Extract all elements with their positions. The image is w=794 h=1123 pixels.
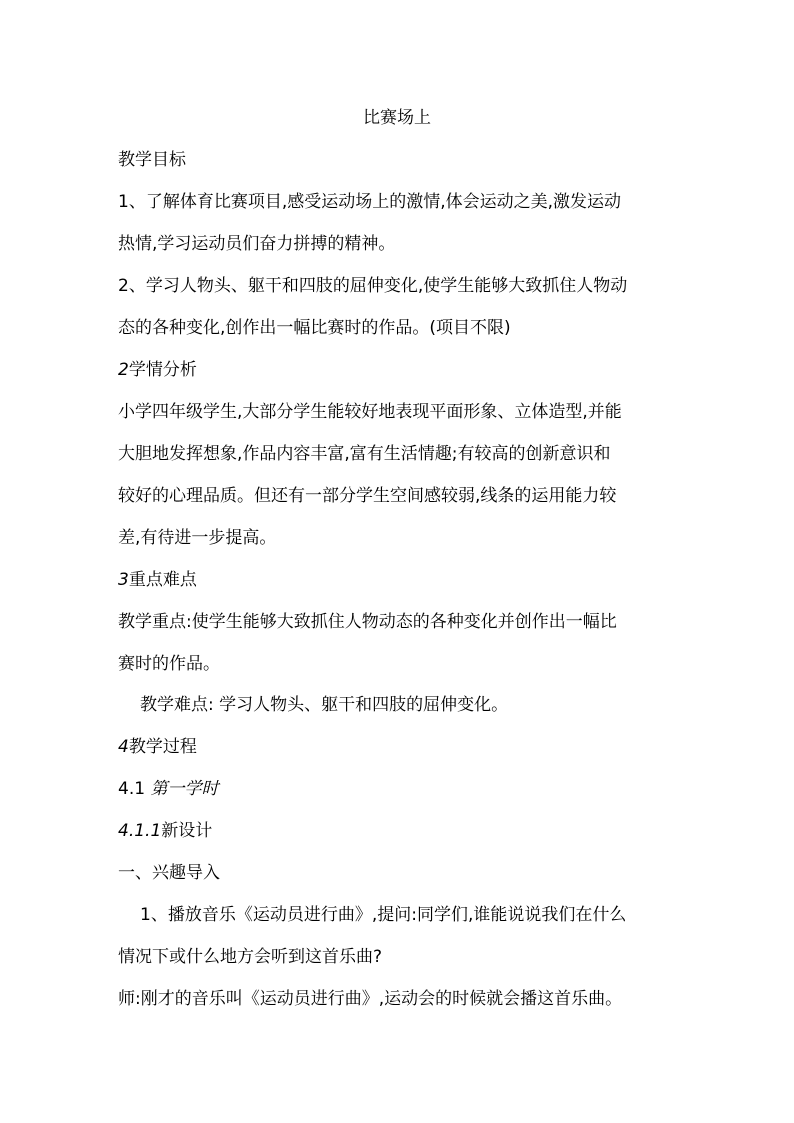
heading-first-lesson-number: 4.1 [118, 779, 151, 799]
analysis-line-4: 差,有待进一步提高。 [118, 528, 277, 548]
analysis-line-3: 较好的心理品质。但还有一部分学生空间感较弱,线条的运用能力较 [118, 486, 617, 506]
objective-1-line-1: 1、了解体育比赛项目,感受运动场上的激情,体会运动之美,激发运动 [118, 192, 622, 212]
objective-2-line-2: 态的各种变化,创作出一幅比赛时的作品。(项目不限) [118, 318, 511, 338]
heading-key-points-label: 重点难点 [128, 570, 197, 590]
teacher-remark: 师:刚才的音乐叫《运动员进行曲》,运动会的时候就会播这首乐曲。 [118, 989, 623, 1009]
document-title: 比赛场上 [363, 108, 431, 128]
analysis-line-2: 大胆地发挥想象,作品内容丰富,富有生活情趣;有较高的创新意识和 [118, 444, 611, 464]
heading-process-number: 4 [118, 737, 129, 757]
objective-2-line-1: 2、学习人物头、躯干和四肢的屈伸变化,使学生能够大致抓住人物动 [118, 276, 628, 296]
step-interest-intro: 一、兴趣导入 [118, 863, 220, 883]
analysis-line-1: 小学四年级学生,大部分学生能较好地表现平面形象、立体造型,并能 [118, 402, 622, 422]
heading-new-design-label: 新设计 [161, 821, 213, 841]
heading-key-points [118, 569, 197, 591]
step-1-item-line-1: 1、播放音乐《运动员进行曲》,提问:同学们,谁能说说我们在什么 [140, 905, 627, 925]
step-1-item-line-2: 情况下或什么地方会听到这首乐曲? [118, 947, 383, 967]
heading-new-design [118, 820, 212, 842]
heading-first-lesson [118, 778, 218, 800]
heading-process-label: 教学过程 [128, 737, 197, 757]
heading-new-design-number: 4.1.1 [118, 821, 162, 841]
difficulty-line: 教学难点: 学习人物头、躯干和四肢的屈伸变化。 [140, 695, 509, 715]
heading-analysis-label: 学情分析 [128, 360, 197, 380]
heading-objectives: 教学目标 [118, 150, 186, 170]
heading-process [118, 736, 197, 758]
heading-analysis-number: 2 [118, 360, 129, 380]
heading-key-points-number: 3 [118, 570, 129, 590]
heading-analysis [118, 359, 197, 381]
heading-first-lesson-label: 第一学时 [150, 779, 219, 799]
key-point-line-1: 教学重点:使学生能够大致抓住人物动态的各种变化并创作出一幅比 [118, 612, 617, 632]
key-point-line-2: 赛时的作品。 [118, 654, 220, 674]
objective-1-line-2: 热情,学习运动员们奋力拼搏的精神。 [118, 234, 396, 254]
